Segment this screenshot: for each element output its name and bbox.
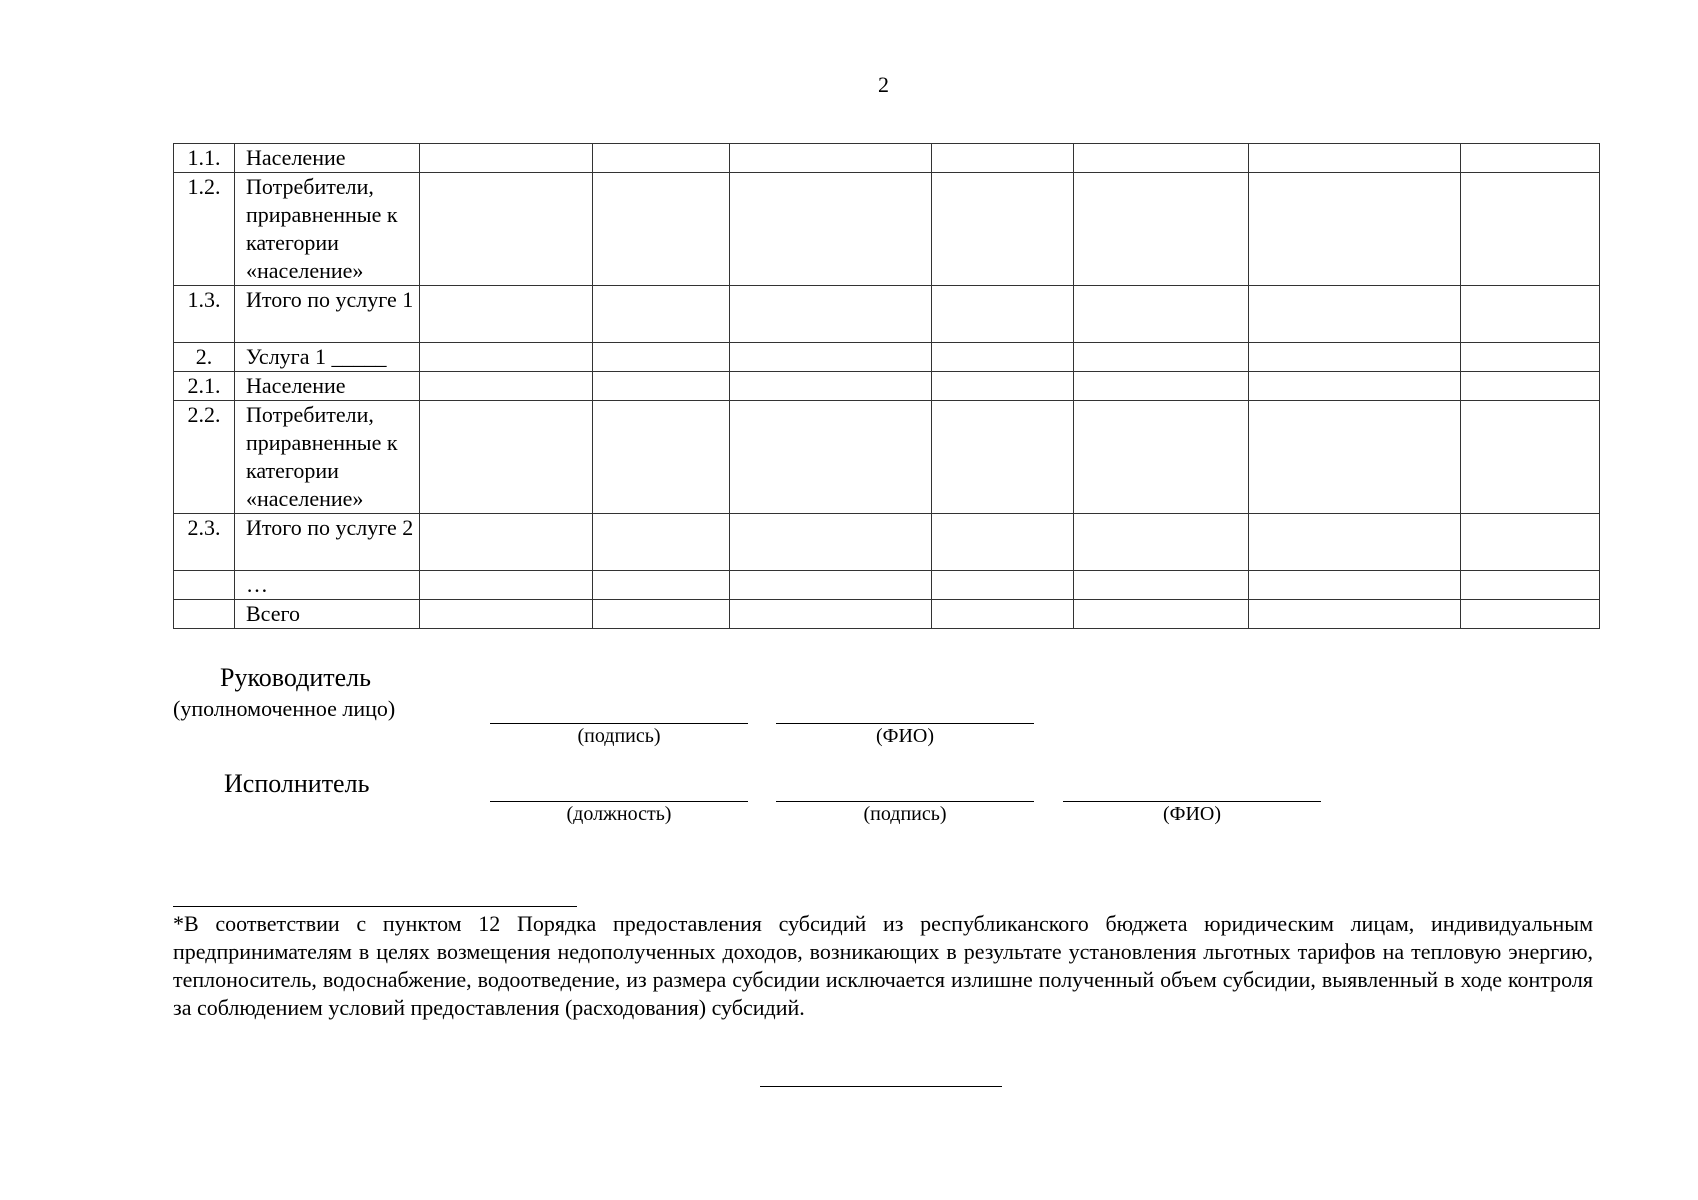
table-cell [420, 571, 593, 600]
table-cell [1074, 286, 1249, 343]
executor-title: Исполнитель [224, 769, 370, 798]
table-cell [420, 600, 593, 629]
table-cell [593, 144, 730, 173]
row-label: … [235, 571, 420, 600]
table-cell [420, 401, 593, 514]
row-label: Итого по услуге 2 [235, 514, 420, 571]
executor-caption-signature: (подпись) [863, 803, 947, 825]
table-cell [1249, 571, 1461, 600]
table-cell [932, 401, 1074, 514]
table-cell [1074, 514, 1249, 571]
table-row [174, 571, 1600, 600]
table-row [174, 173, 1600, 286]
table-cell [1461, 514, 1600, 571]
executor-caption-name: (ФИО) [1162, 803, 1221, 825]
footnote-rule [173, 906, 577, 907]
table-cell [420, 514, 593, 571]
table-cell [932, 173, 1074, 286]
table-cell [730, 144, 932, 173]
table-cell [593, 600, 730, 629]
table-cell [932, 372, 1074, 401]
row-number: 1.2. [174, 173, 235, 286]
table-cell [1074, 571, 1249, 600]
table-cell [1461, 286, 1600, 343]
table-cell [1249, 600, 1461, 629]
head-title: Руководитель [220, 663, 371, 692]
table-cell [1074, 600, 1249, 629]
table-cell [420, 343, 593, 372]
row-label: Услуга 1 _____ [235, 343, 420, 372]
row-number: 1.1. [174, 144, 235, 173]
executor-caption-position: (должность) [566, 803, 672, 825]
row-number [174, 600, 235, 629]
table-cell [730, 343, 932, 372]
table-cell [593, 286, 730, 343]
table-cell [932, 514, 1074, 571]
table-cell [1074, 372, 1249, 401]
page-number: 2 [878, 72, 889, 97]
row-label: Потребители, приравненные к категории «население» [235, 401, 420, 514]
table-cell [730, 571, 932, 600]
head-caption-signature: (подпись) [577, 725, 661, 747]
table-cell [1249, 144, 1461, 173]
executor-position-line [490, 801, 748, 802]
head-caption-name: (ФИО) [875, 725, 934, 747]
table-row [174, 144, 1600, 173]
table-cell [593, 343, 730, 372]
table-cell [593, 372, 730, 401]
row-label: Население [235, 144, 420, 173]
table-cell [730, 286, 932, 343]
table-cell [1249, 173, 1461, 286]
row-label: Потребители, приравненные к категории «население» [235, 173, 420, 286]
table-cell [932, 144, 1074, 173]
row-number: 2. [174, 343, 235, 372]
table-cell [1074, 343, 1249, 372]
table-cell [593, 173, 730, 286]
table-row [174, 286, 1600, 343]
table-cell [730, 372, 932, 401]
table-row [174, 401, 1600, 514]
table-row [174, 372, 1600, 401]
table-cell [932, 286, 1074, 343]
table-cell [1461, 144, 1600, 173]
table-cell [1074, 144, 1249, 173]
row-number: 2.1. [174, 372, 235, 401]
executor-name-line [1063, 801, 1321, 802]
table-cell [1461, 571, 1600, 600]
table-row [174, 343, 1600, 372]
table-cell [1461, 343, 1600, 372]
end-rule [760, 1086, 1002, 1087]
row-label: Итого по услуге 1 [235, 286, 420, 343]
table-cell [1461, 372, 1600, 401]
table-cell [1249, 514, 1461, 571]
row-number: 2.3. [174, 514, 235, 571]
table-cell [932, 343, 1074, 372]
table-cell [1074, 401, 1249, 514]
table-cell [932, 600, 1074, 629]
table-cell [932, 571, 1074, 600]
table-cell [730, 600, 932, 629]
table-cell [1461, 600, 1600, 629]
row-number: 1.3. [174, 286, 235, 343]
table-cell [593, 571, 730, 600]
table-cell [420, 372, 593, 401]
row-number: 2.2. [174, 401, 235, 514]
report-table [173, 143, 1600, 629]
row-label: Население [235, 372, 420, 401]
head-signature-line [490, 723, 748, 724]
row-label: Всего [235, 600, 420, 629]
table-cell [730, 514, 932, 571]
table-cell [1461, 173, 1600, 286]
table-row [174, 514, 1600, 571]
row-number [174, 571, 235, 600]
head-name-line [776, 723, 1034, 724]
table-cell [420, 144, 593, 173]
table-cell [1249, 343, 1461, 372]
table-cell [1249, 372, 1461, 401]
table-cell [730, 401, 932, 514]
table-cell [1461, 401, 1600, 514]
table-cell [593, 514, 730, 571]
table-cell [1249, 286, 1461, 343]
table-row [174, 600, 1600, 629]
footnote-text: *В соответствии с пунктом 12 Порядка предоставления субсидий из республиканского бюджета юридическим лицам, индивидуальным предпринимателям в целях возмещения недополученных доходов, возникающих в результате установления льготных тарифов на тепловую энергию, теплоноситель, водоснабжение, водоотведение, из размера субсидии исключается излишне полученный объем субсидии, выявленный в ходе контроля за соблюдением условий предоставления (расходования) субсидий. [173, 911, 1593, 1020]
table-cell [1249, 401, 1461, 514]
executor-signature-line [776, 801, 1034, 802]
table-cell [420, 173, 593, 286]
table-cell [420, 286, 593, 343]
table-cell [593, 401, 730, 514]
head-subtitle: (уполномоченное лицо) [173, 696, 396, 721]
table-cell [730, 173, 932, 286]
table-cell [1074, 173, 1249, 286]
